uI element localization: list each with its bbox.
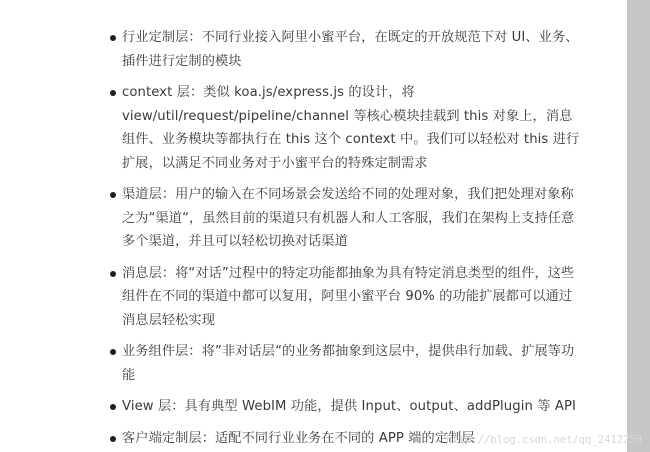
- list-item: [0, 183, 627, 254]
- bullet-icon: [110, 192, 116, 198]
- list-item: [0, 81, 627, 175]
- list-item: [0, 340, 627, 387]
- bullet-icon: [110, 90, 116, 96]
- list-item-text: context 层：类似 koa.js/express.js 的设计，将 view/util/request/pipeline/channel 等核心模块挂载到 this 对象上，消息组件、业务模块等都执行在 this 这个 context 中。我们可以轻松对 this 进行扩展，以满足不同业务对于小蜜平台的特殊定制需求: [122, 85, 580, 171]
- list-item-text: 客户端定制层：适配不同行业业务在不同的 APP 端的定制层: [122, 430, 475, 446]
- list-item-text: View 层：具有典型 WebIM 功能，提供 Input、output、addPlugin 等 API: [122, 399, 576, 414]
- list-item-text: 消息层：将“对话”过程中的特定功能都抽象为具有特定消息类型的组件，这些组件在不同的渠道中都可以复用，阿里小蜜平台 90% 的功能扩展都可以通过消息层轻松实现: [122, 265, 575, 328]
- blog-watermark: http://blog.csdn.net/qq_2412250: [446, 434, 642, 446]
- bullet-icon: [110, 404, 116, 410]
- bullet-icon: [110, 349, 116, 355]
- list-item-text: 行业定制层：不同行业接入阿里小蜜平台，在既定的开放规范下对 UI、业务、插件进行定制的模块: [122, 30, 579, 69]
- list-item-text: 渠道层：用户的输入在不同场景会发送给不同的处理对象，我们把处理对象称之为“渠道“，虽然目前的渠道只有机器人和人工客服，我们在架构上支持任意多个渠道，并且可以轻松切换对话渠道: [122, 187, 575, 249]
- list-item: [0, 262, 627, 333]
- list-item: [0, 395, 627, 419]
- list-item: [0, 26, 627, 73]
- bullet-icon: [110, 271, 116, 277]
- bullet-icon: [110, 436, 116, 442]
- bullet-icon: [110, 35, 116, 41]
- list-item-text: 业务组件层：将”非对话层“的业务都抽象到这层中，提供串行加载、扩展等功能: [122, 344, 575, 383]
- scrollbar[interactable]: [627, 0, 650, 452]
